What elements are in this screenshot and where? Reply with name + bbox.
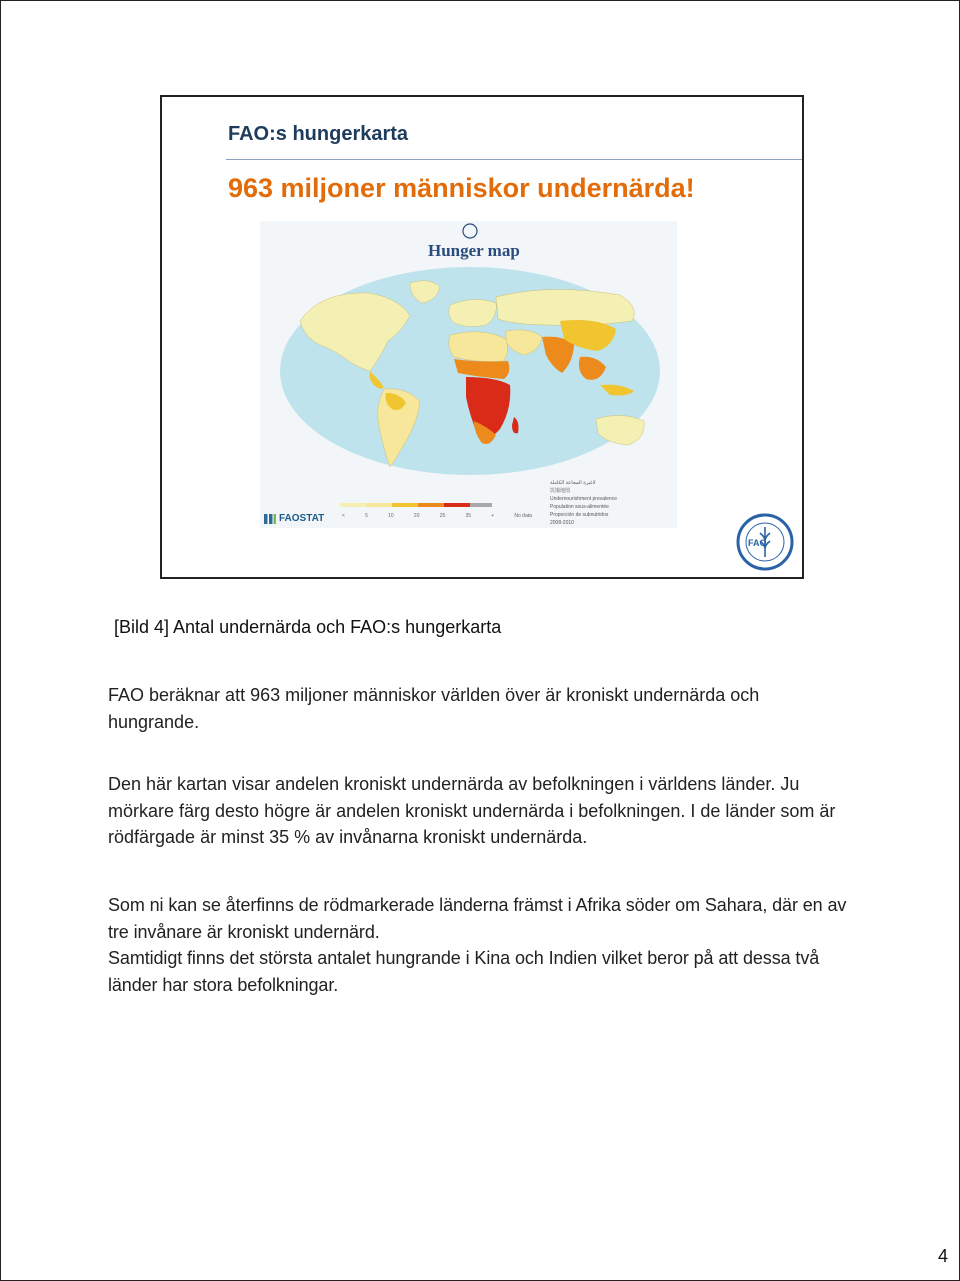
legend-line: 2008-2010: [550, 520, 574, 526]
slide-thumbnail: [160, 95, 804, 579]
legend-line: 饥饿地图: [550, 488, 571, 494]
legend-tick: <: [342, 513, 345, 519]
faostat-logo: [264, 513, 324, 524]
legend-tick: 25: [439, 513, 446, 519]
legend-line: لاغيرة المجاعة الكاملة: [550, 480, 596, 486]
legend-tick: 35: [465, 513, 472, 519]
legend-ticks: [342, 513, 532, 519]
legend-text: [550, 479, 617, 527]
page-number: 4: [937, 1246, 948, 1266]
slide-title: FAO:s hungerkarta: [228, 123, 409, 145]
paragraph-africa-asia: [108, 892, 848, 998]
faostat-mark-icon: [264, 514, 276, 524]
legend-tick: 10: [388, 513, 394, 519]
legend-line: Undernourishment prevalence: [550, 496, 617, 502]
legend-line: Proporción de subnutridos: [550, 512, 609, 518]
fao-logo-icon: [736, 513, 794, 571]
legend-swatch-3: [392, 503, 418, 507]
faostat-label: FAOSTAT: [279, 513, 325, 524]
legend-tick: 5: [365, 513, 368, 519]
fao-emblem-icon: [463, 224, 477, 238]
legend-tick: 20: [413, 513, 420, 519]
paragraph-intro: FAO beräknar att 963 miljoner människor världen över är kroniskt undernärda och hungrande.: [108, 685, 760, 732]
slide-caption: [Bild 4] Antal undernärda och FAO:s hungerkarta: [114, 617, 502, 637]
slide-divider: [226, 159, 802, 160]
legend-swatch-5: [444, 503, 470, 507]
legend-line: Population sous-alimentée: [550, 504, 609, 510]
legend-tick: +: [491, 513, 495, 519]
legend-swatch-4: [418, 503, 444, 507]
europe: [449, 299, 497, 326]
hunger-map: [260, 221, 677, 528]
paragraph-china-india: Samtidigt finns det största antalet hungrande i Kina och Indien vilket beror på att dessa två länder har stora befolkningar.: [108, 948, 820, 995]
north-africa: [449, 332, 508, 362]
slide-headline: 963 miljoner människor undernärda!: [228, 173, 695, 203]
legend-swatch-1: [340, 503, 366, 507]
north-asia: [496, 289, 634, 325]
legend-swatch-nodata: [470, 503, 492, 507]
map-title: Hunger map: [428, 241, 520, 260]
legend-swatch-2: [366, 503, 392, 507]
legend-tick: No data: [514, 513, 532, 519]
paragraph-africa: Som ni kan se återfinns de rödmarkerade länderna främst i Afrika söder om Sahara, där en av tre invånare är kroniskt undernärd.: [108, 895, 847, 942]
paragraph-map-explanation: Den här kartan visar andelen kroniskt undernärda av befolkningen i världens länder. Ju mörkare färg desto högre är andelen kroniskt undernärda i befolkningen. I de länder som är rödfärgade är minst 35 % av invånarna kroniskt undernärda.: [108, 774, 836, 847]
fao-logo-text: FAO: [748, 538, 767, 548]
